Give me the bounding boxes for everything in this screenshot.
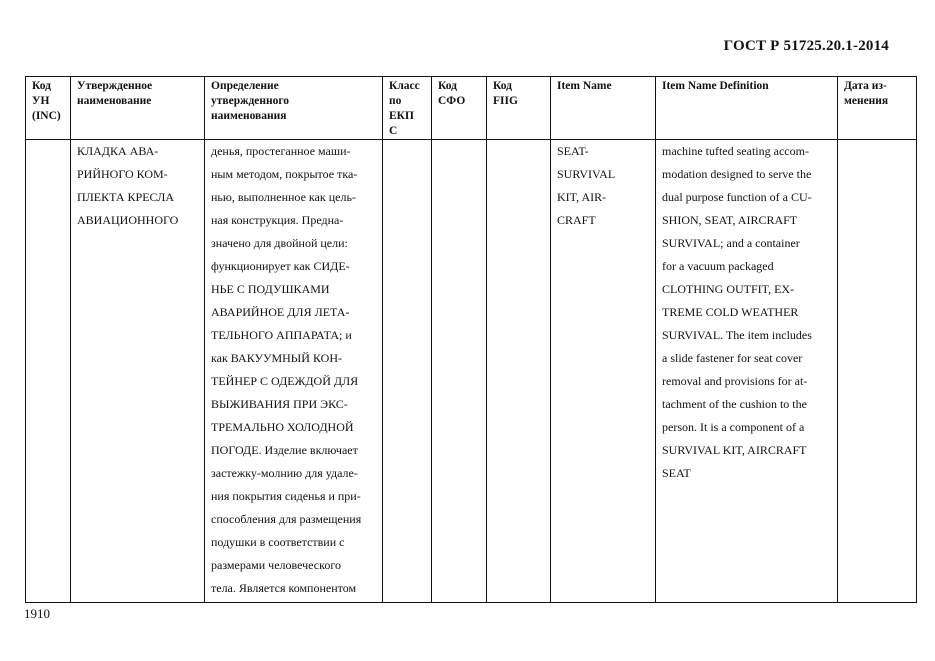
header-definition: Определение утвержденного наименования [205, 77, 383, 140]
header-approved-name: Утвержденное наименование [71, 77, 205, 140]
table-row [26, 140, 917, 603]
header-item-name-definition: Item Name Definition [656, 77, 838, 140]
header-ekps-class: Класс по ЕКП С [383, 77, 432, 140]
cell-sfo-code [432, 140, 487, 603]
cell-fiig-code [487, 140, 551, 603]
cell-change-date [838, 140, 917, 603]
cell-item-name: SEAT- SURVIVAL KIT, AIR- CRAFT [551, 140, 656, 603]
cell-item-name-definition: machine tufted seating accom- modation designed to serve the dual purpose function of a CU- SHION, SEAT, AIRCRAFT SURVIVAL; and a container for a vacuum packaged CLOTHING OUTFIT, EX- TREME COLD WEATHER SURVIVAL. The item includes a slide fastener for seat cover removal and provisions for at- tachment of the cushion to the person. It is a component of a SURVIVAL KIT, AIRCRAFT SEAT [656, 140, 838, 603]
cell-ekps-class [383, 140, 432, 603]
standard-code: ГОСТ Р 51725.20.1-2014 [723, 38, 889, 54]
page-number: 1910 [24, 606, 50, 621]
header-item-name: Item Name [551, 77, 656, 140]
header-change-date: Дата из- менения [838, 77, 917, 140]
header-fiig-code: Код FIIG [487, 77, 551, 140]
cell-approved-name: КЛАДКА АВА- РИЙНОГО КОМ- ПЛЕКТА КРЕСЛА АВИАЦИОННОГО [71, 140, 205, 603]
cell-inc-code [26, 140, 71, 603]
header-sfo-code: Код СФО [432, 77, 487, 140]
cell-definition: денья, простеганное маши- ным методом, покрытое тка- нью, выполненное как цель- ная конструкция. Предна- значено для двойной цели: функционирует как СИДЕ- НЬЕ С ПОДУШКАМИ АВАРИЙНОЕ ДЛЯ ЛЕТА- ТЕЛЬНОГО АППАРАТА; и как ВАКУУМНЫЙ КОН- ТЕЙНЕР С ОДЕЖДОЙ ДЛЯ ВЫЖИВАНИЯ ПРИ ЭКС- ТРЕМАЛЬНО ХОЛОДНОЙ ПОГОДЕ. Изделие включает застежку-молнию для удале- ния покрытия сиденья и при- способления для размещения подушки в соответствии с размерами человеческого тела. Является компонентом [205, 140, 383, 603]
header-inc-code: Код УН (INC) [26, 77, 71, 140]
table-header-row [26, 77, 917, 140]
classification-table [25, 76, 917, 603]
